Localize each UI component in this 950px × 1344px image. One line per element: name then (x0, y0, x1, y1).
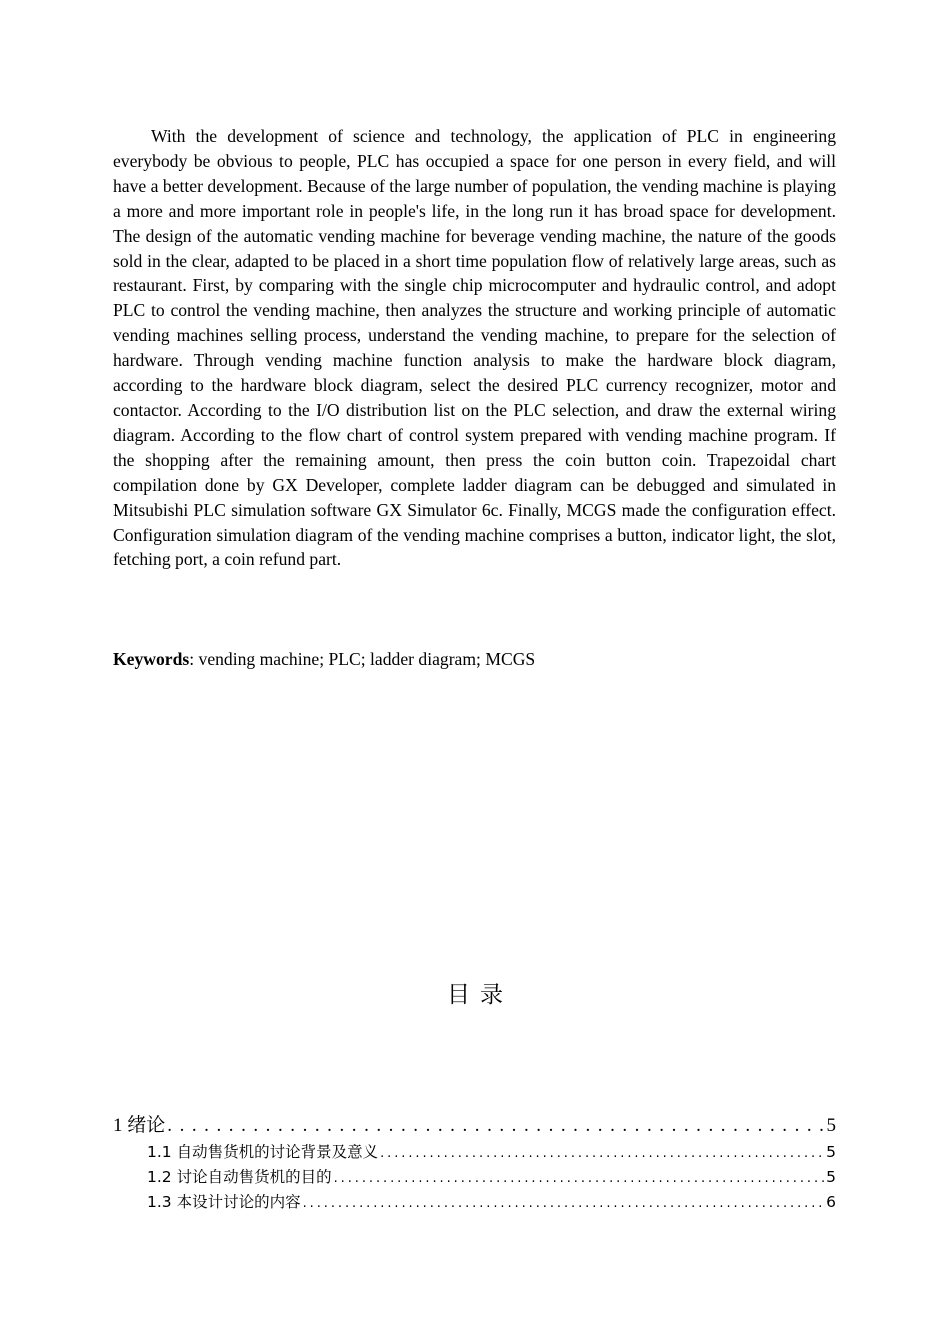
toc-entry-label: 1.2 讨论自动售货机的目的 (147, 1168, 332, 1186)
keywords-text: vending machine; PLC; ladder diagram; MCGS (198, 649, 536, 669)
toc-entry-page: 5 (826, 1143, 836, 1161)
toc-entry-label: 1.3 本设计讨论的内容 (147, 1193, 301, 1211)
toc-entry-page: 5 (826, 1115, 836, 1136)
toc-dot-leader (380, 1140, 824, 1166)
keywords-label: Keywords (113, 649, 190, 669)
toc-entry-page: 5 (826, 1168, 836, 1186)
toc-dot-leader (334, 1165, 825, 1191)
toc-entry-label: 1.1 自动售货机的讨论背景及意义 (147, 1143, 379, 1161)
toc-entry-section-1-3[interactable] (113, 1190, 836, 1215)
toc-entry-page: 6 (826, 1193, 836, 1211)
toc-dot-leader (303, 1190, 825, 1216)
toc-title: 目录 (447, 982, 513, 1008)
keywords-separator: : (189, 649, 199, 669)
toc-entry-section-1-1[interactable] (113, 1140, 836, 1165)
toc-entry-label: 1 绪论 (113, 1115, 166, 1136)
toc-entry-section-1-2[interactable] (113, 1165, 836, 1190)
toc-entry-chapter-1[interactable] (113, 1112, 836, 1140)
keywords-line (113, 647, 836, 672)
toc-dot-leader (167, 1112, 824, 1140)
abstract-paragraph: With the development of science and technology, the application of PLC in engineering everybody be obvious to people, PLC has occupied a space for one person in every field, and will have a better development. Because of the large number of population, the vending machine is playing a more and more important role in people's life, in the long run it has broad space for development. The design of the automatic vending machine for beverage vending machine, the nature of the goods sold in the clear, adapted to be placed in a short time population flow of relatively large areas, such as restaurant. First, by comparing with the single chip microcomputer and hydraulic control, and adopt PLC to control the vending machine, then analyzes the structure and working principle of automatic vending machines selling process, understand the vending machine, to prepare for the selection of hardware. Through vending machine function analysis to make the hardware block diagram, according to the hardware block diagram, select the desired PLC currency recognizer, motor and contactor. According to the I/O distribution list on the PLC selection, and draw the external wiring diagram. According to the flow chart of control system prepared with vending machine program. If the shopping after the remaining amount, then press the coin button coin. Trapezoidal chart compilation done by GX Developer, complete ladder diagram can be debugged and simulated in Mitsubishi PLC simulation software GX Simulator 6c. Finally, MCGS made the configuration effect. Configuration simulation diagram of the vending machine comprises a button, indicator light, the slot, fetching port, a coin refund part. (113, 126, 836, 570)
table-of-contents (113, 1112, 836, 1215)
